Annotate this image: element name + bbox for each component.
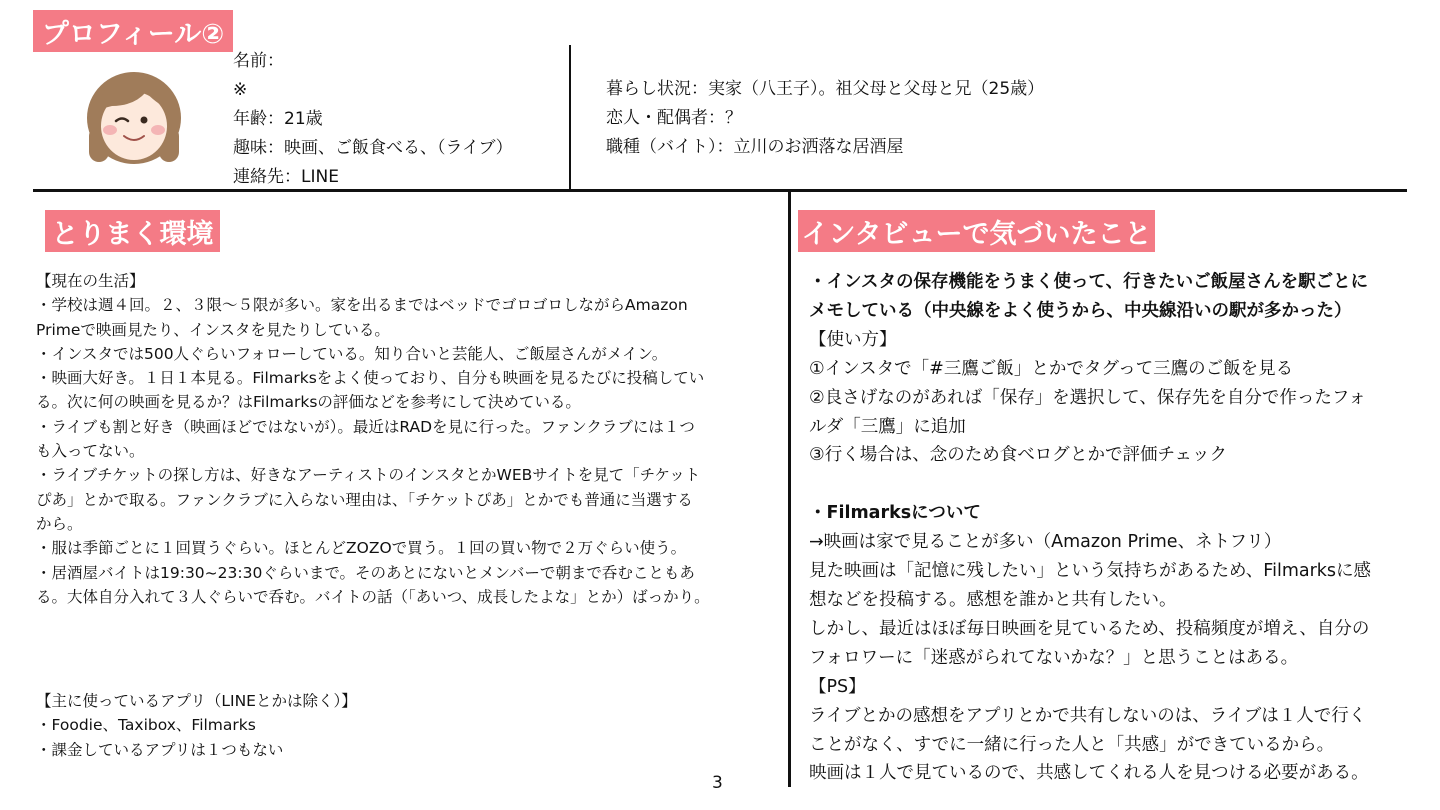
- environment-line: ・ライブも割と好き（映画ほどではないが）。最近はRADを見に行った。ファンクラブには１つ: [36, 417, 695, 436]
- profile-partner-line: 恋人・配偶者：？: [606, 108, 742, 128]
- apps-line: 【主に使っているアプリ（LINEとかは除く）】: [36, 692, 357, 710]
- apps-line: ・Foodie、Taxibox、Filmarks: [36, 716, 256, 735]
- profile-hobby-line: 趣味：映画、ご飯食べる、（ライブ）: [233, 138, 513, 158]
- profile-name-line: 名前：: [233, 51, 284, 71]
- environment-line: も入ってない。: [36, 442, 145, 461]
- environment-line: る。大体自分入れて３人ぐらいで呑む。バイトの話（「あいつ、成長したよな」とか）ばっかり。: [36, 587, 710, 606]
- environment-line: ・映画大好き。１日１本見る。Filmarksをよく使っており、自分も映画を見るたびに投稿してい: [36, 369, 705, 388]
- profile-age-line: 年齢：21歳: [233, 109, 323, 129]
- interview-line: 映画は１人で見ているので、共感してくれる人を見つける必要がある。: [809, 763, 1369, 784]
- environment-line: ・居酒屋バイトは19:30~23:30ぐらいまで。そのあとにないとメンバーで朝まで呑むこともあ: [36, 563, 695, 582]
- interview-line: 【使い方】: [809, 329, 897, 350]
- profile-note-line: ※: [233, 80, 248, 100]
- environment-line: る。次に何の映画を見るか？はFilmarksの評価などを参考にして決めている。: [36, 393, 581, 412]
- interview-finding-heading: メモしている（中央線をよく使うから、中央線沿いの駅が多かった）: [809, 300, 1352, 321]
- environment-line: ・インスタでは500人ぐらいフォローしている。知り合いと芸能人、ご飯屋さんがメイン。: [36, 344, 668, 363]
- page-number: 3: [712, 773, 723, 793]
- profile-life-info: [606, 75, 1044, 162]
- environment-current-life: [36, 269, 710, 609]
- interview-line: ③行く場合は、念のため食べログとかで評価チェック: [809, 445, 1228, 466]
- interview-line: フォロワーに「迷惑がられてないかな？」と思うことはある。: [809, 647, 1299, 668]
- environment-line: から。: [36, 514, 83, 533]
- column-divider: [788, 192, 791, 787]
- interview-finding-heading: ・インスタの保存機能をうまく使って、行きたいご飯屋さんを駅ごとに: [809, 272, 1369, 292]
- profile-living-line: 暮らし状況：実家（八王子）。祖父母と父母と兄（25歳）: [606, 79, 1045, 99]
- interview-line: ①インスタで「#三鷹ご飯」とかでタグって三鷹のご飯を見る: [809, 358, 1294, 379]
- interview-line: しかし、最近はほぼ毎日映画を見ているため、投稿頻度が増え、自分の: [809, 618, 1370, 639]
- environment-line: Primeで映画見たり、インスタを見たりしている。: [36, 320, 390, 339]
- interview-line: ②良さげなのがあれば「保存」を選択して、保存先を自分で作ったフォ: [809, 387, 1366, 408]
- interview-line: 見た映画は「記憶に残したい」という気持ちがあるため、Filmarksに感: [809, 561, 1372, 582]
- environment-line: ・ライブチケットの探し方は、好きなアーティストのインスタとかWEBサイトを見て「チケット: [36, 466, 701, 485]
- apps-line: ・課金しているアプリは１つもない: [36, 740, 284, 759]
- interview-line: ルダ「三鷹」に追加: [809, 416, 966, 437]
- profile-basic-info: [233, 47, 513, 192]
- profile-divider: [569, 45, 571, 190]
- interview-line: 想などを投稿する。感想を誰かと共有したい。: [809, 589, 1177, 610]
- interview-findings: [809, 268, 1371, 788]
- profile-job-line: 職種（バイト）：立川のお洒落な居酒屋: [606, 137, 904, 157]
- profile-contact-line: 連絡先：LINE: [233, 167, 339, 187]
- interview-line: ことがなく、すでに一緒に行った人と「共感」ができているから。: [809, 734, 1335, 755]
- environment-line: ・服は季節ごとに１回買うぐらい。ほとんどZOZOで買う。１回の買い物で２万ぐらい使う。: [36, 539, 687, 558]
- interview-line: [809, 470, 1371, 499]
- interview-line: ライブとかの感想をアプリとかで共有しないのは、ライブは１人で行く: [809, 705, 1367, 726]
- environment-line: 【現在の生活】: [36, 272, 145, 290]
- interview-finding-heading: ・Filmarksについて: [809, 503, 981, 524]
- profile-heading: プロフィール②: [33, 10, 233, 52]
- environment-line: ・学校は週４回。２、３限〜５限が多い。家を出るまではベッドでゴロゴロしながらAmazon: [36, 296, 688, 315]
- environment-apps: [36, 689, 357, 762]
- interview-line: 【PS】: [809, 676, 866, 697]
- girl-avatar-icon: [84, 66, 184, 166]
- environment-heading: とりまく環境: [45, 210, 220, 252]
- environment-line: ぴあ」とかで取る。ファンクラブに入らない理由は、「チケットぴあ」とかでも普通に当選する: [36, 490, 693, 509]
- interview-line: →映画は家で見ることが多い（Amazon Prime、ネトフリ）: [809, 532, 1282, 553]
- interview-heading: インタビューで気づいたこと: [798, 210, 1155, 252]
